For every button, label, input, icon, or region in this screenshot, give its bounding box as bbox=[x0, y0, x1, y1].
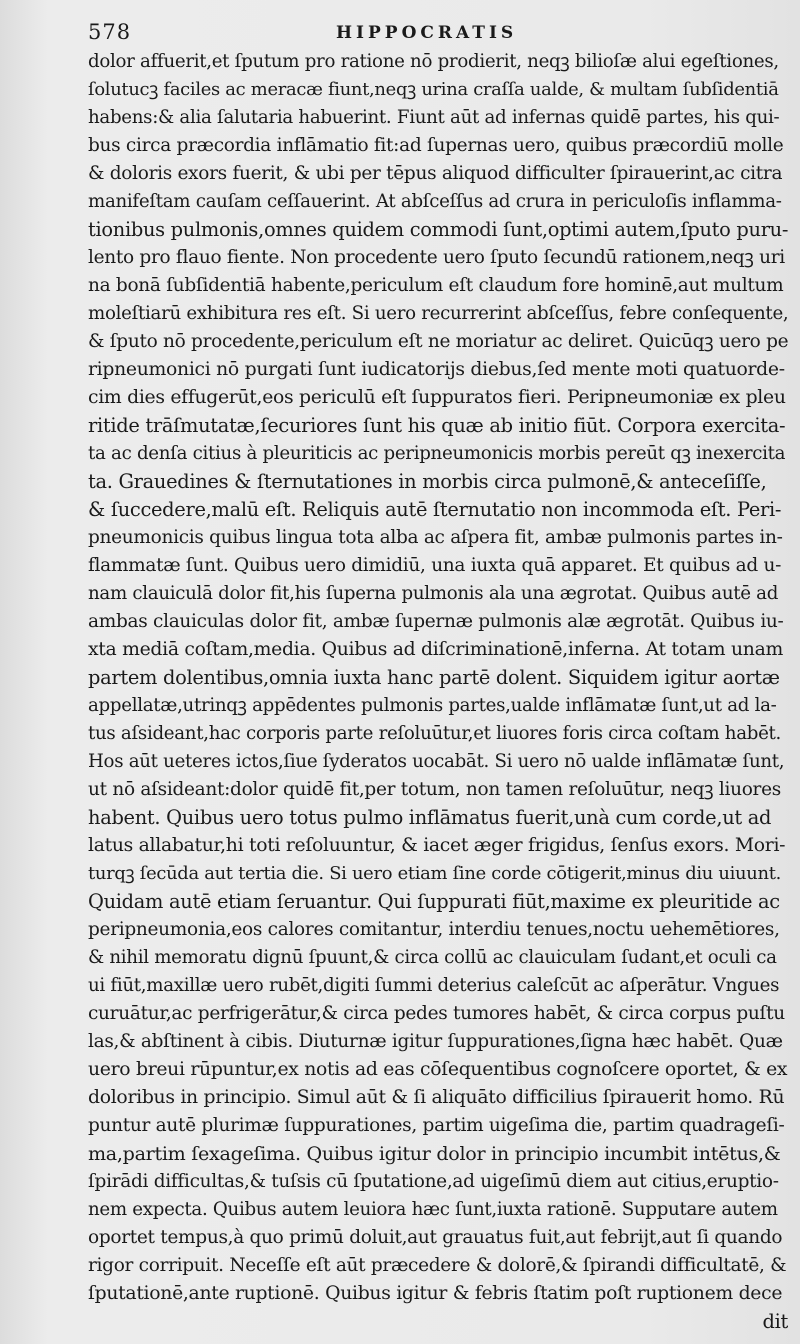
text-line: habens:& alia ſalutaria habuerint. Fiunt aūt ad infernas quidē partes, his qui- bbox=[88, 107, 780, 128]
text-line: las,& abſtinent à cibis. Diuturnæ igitur ſuppurationes,ſigna hæc habēt. Quæ bbox=[88, 1031, 783, 1052]
text-line: bus circa præcordia inflāmatio fit:ad ſupernas uero, quibus præcordiū molle bbox=[88, 135, 784, 156]
text-line: manifeſtam cauſam ceſſauerint. At abſceſſus ad crura in periculoſis inflamma- bbox=[88, 191, 782, 212]
text-line: tionibus pulmonis,omnes quidem commodi ſunt,optimi autem,ſputo puru- bbox=[88, 218, 788, 241]
text-line: Hos aūt ueteres ictos,ſiue ſyderatos uocabāt. Si uero nō ualde inflāmatæ ſunt, bbox=[88, 751, 785, 772]
page-header bbox=[88, 20, 786, 46]
text-line: & ſputo nō procedente,periculum eſt ne moriatur ac deliret. Quicūqꝫ uero pe bbox=[88, 331, 788, 352]
text-line: curuātur,ac perfrigerātur,& circa pedes tumores habēt, & circa corpus puſtu bbox=[88, 1003, 785, 1024]
body-text bbox=[88, 48, 788, 1336]
text-line: ſolutucꝫ faciles ac meracæ fiunt,neqꝫ urina craſſa ualde, & multam ſubſidentiā bbox=[88, 79, 779, 100]
text-line: ſputationē,ante ruptionē. Quibus igitur & febris ſtatim poſt ruptionem dece bbox=[88, 1283, 783, 1304]
text-line: ripneumonici nō purgati ſunt iudicatorijs diebus,ſed mente moti quatuorde- bbox=[88, 359, 785, 380]
text-line: xta mediā coſtam,media. Quibus ad diſcriminationē,inferna. At totam unam bbox=[88, 639, 783, 660]
text-line: ui fiūt,maxillæ uero rubēt,digiti ſummi deterius caleſcūt ac aſperātur. Vngues bbox=[88, 975, 780, 996]
text-line: & nihil memoratu dignū ſpuunt,& circa collū ac clauiculam ſudant,et oculi ca bbox=[88, 947, 777, 968]
text-line: & doloris exors fuerit, & ubi per tēpus aliquod difficulter ſpirauerint,ac citra bbox=[88, 163, 783, 184]
text-line: na bonā ſubſidentiā habente,periculum eſt claudum fore hominē,aut multum bbox=[88, 275, 784, 296]
text-line: nam clauiculā dolor fit,his ſuperna pulmonis ala una ægrotat. Quibus autē ad bbox=[88, 583, 779, 604]
text-line: ma,partim ſexageſima. Quibus igitur dolor in principio incumbit intētus,& bbox=[88, 1142, 781, 1165]
text-line: pneumonicis quibus lingua tota alba ac aſpera fit, ambæ pulmonis partes in- bbox=[88, 527, 783, 548]
text-line: tus aſsideant,hac corporis parte reſoluūtur,et liuores foris circa coſtam habēt. bbox=[88, 723, 782, 744]
text-line: nem expecta. Quibus autem leuiora hæc ſunt,iuxta rationē. Supputare autem bbox=[88, 1199, 778, 1220]
text-line: & ſuccedere,malū eſt. Reliquis autē ſternutatio non incommoda eſt. Peri- bbox=[88, 498, 782, 521]
text-line: ambas clauiculas dolor fit, ambæ ſupernæ pulmonis alæ ægrotāt. Quibus iu- bbox=[88, 611, 784, 632]
text-line: peripneumonia,eos calores comitantur, interdiu tenues,noctu uehemētiores, bbox=[88, 919, 780, 940]
text-line: lento pro flauo fiente. Non procedente uero ſputo ſecundū rationem,neqꝫ uri bbox=[88, 247, 785, 268]
text-line: partem dolentibus,omnia iuxta hanc partē dolent. Siquidem igitur aortæ bbox=[88, 666, 780, 689]
text-line: moleſtiarū exhibitura res eſt. Si uero recurrerint abſceſſus, febre conſequente, bbox=[88, 303, 788, 324]
text-line: dolor affuerit,et ſputum pro ratione nō prodierit, neqꝫ bilioſæ alui egeſtiones, bbox=[88, 51, 779, 72]
text-line: ta. Grauedines & ſternutationes in morbis circa pulmonē,& anteceſiſſe, bbox=[88, 470, 767, 493]
text-line: puntur autē plurimæ ſuppurationes, partim uigeſima die, partim quadrageſi- bbox=[88, 1115, 785, 1136]
catchword: dit bbox=[762, 1310, 788, 1333]
page-number: 578 bbox=[88, 20, 132, 44]
text-line: latus allabatur,hi toti reſoluuntur, & iacet æger frigidus, ſenſus exors. Mori- bbox=[88, 835, 786, 856]
text-line: flammatæ ſunt. Quibus uero dimidiū, una iuxta quā apparet. Et quibus ad u- bbox=[88, 555, 782, 576]
text-line: ſpirādi difficultas,& tuſsis cū ſputatione,ad uigeſimū diem aut citius,eruptio- bbox=[88, 1171, 779, 1192]
text-line: appellatæ,utrinqꝫ appēdentes pulmonis partes,ualde inflāmatæ ſunt,ut ad la- bbox=[88, 695, 777, 716]
text-line: doloribus in principio. Simul aūt & ſi aliquāto difficilius ſpirauerit homo. Rū bbox=[88, 1087, 785, 1108]
text-line: habent. Quibus uero totus pulmo inflāmatus fuerit,unà cum corde,ut ad bbox=[88, 806, 772, 829]
text-line: ut nō aſsideant:dolor quidē fit,per totum, non tamen reſoluūtur, neqꝫ liuores bbox=[88, 779, 781, 800]
text-line: oportet tempus,à quo primū doluit,aut grauatus fuit,aut febrijt,aut ſi quando bbox=[88, 1227, 783, 1248]
text-line: cim dies effugerūt,eos periculū eſt ſuppuratos fieri. Peripneumoniæ ex pleu bbox=[88, 387, 786, 408]
text-line: rigor corripuit. Neceſſe eſt aūt præcedere & dolorē,& ſpirandi difficultatē, & bbox=[88, 1255, 787, 1276]
text-line: uero breui rūpuntur,ex notis ad eas cōſequentibus cognoſcere oportet, & ex bbox=[88, 1059, 788, 1080]
text-line: Quidam autē etiam ſeruantur. Qui ſuppurati fiūt,maxime ex pleuritide ac bbox=[88, 890, 780, 913]
text-line: ritide trāſmutatæ,ſecuriores ſunt his quæ ab initio fiūt. Corpora exercita- bbox=[88, 414, 786, 437]
text-line: turqꝫ ſecūda aut tertia die. Si uero etiam ſine corde cōtigerit,minus diu uiuunt. bbox=[88, 863, 781, 884]
text-line: ta ac denſa citius à pleuriticis ac peripneumonicis morbis pereūt qꝫ inexercita bbox=[88, 443, 786, 464]
running-head: HIPPOCRATIS bbox=[336, 23, 518, 43]
